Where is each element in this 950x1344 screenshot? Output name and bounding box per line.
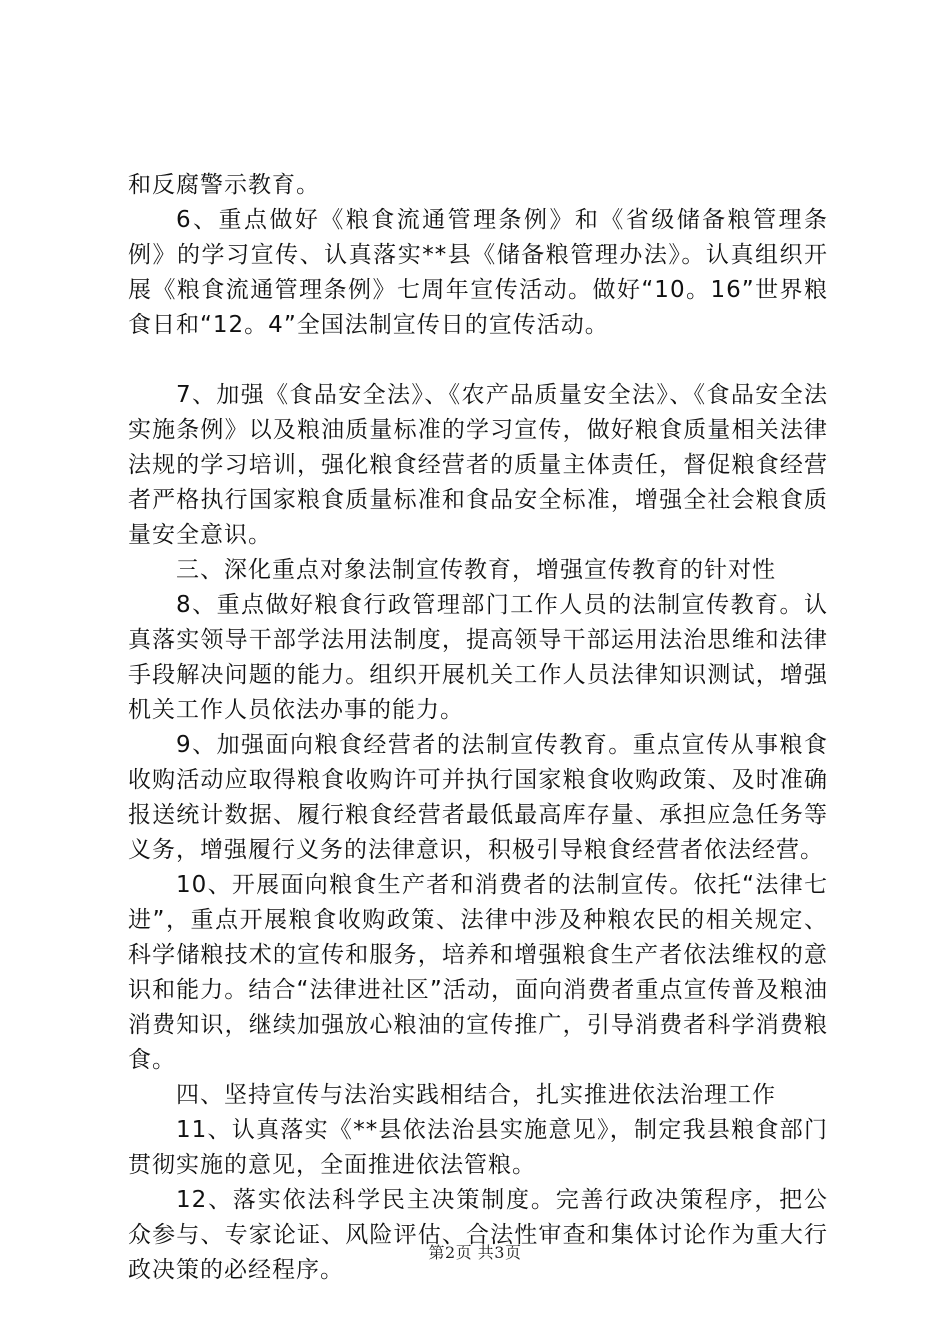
section-heading-4: 四、坚持宣传与法治实践相结合，扎实推进依法治理工作: [176, 1082, 776, 1108]
paragraph-item-10: 10、开展面向粮食生产者和消费者的法制宣传。依托“法律七进”，重点开展粮食收购政策、法律中涉及种粮农民的相关规定、科学储粮技术的宣传和服务，培养和增强粮食生产者依法维权的意识和能力。结合“法律进社区”活动，面向消费者重点宣传普及粮油消费知识，继续加强放心粮油的宣传推广，引导消费者科学消费粮食。: [128, 872, 828, 1073]
section-heading-3: 三、深化重点对象法制宣传教育，增强宣传教育的针对性: [176, 557, 776, 583]
paragraph-item-6: 6、重点做好《粮食流通管理条例》和《省级储备粮管理条例》的学习宣传、认真落实**县《储备粮管理办法》。认真组织开展《粮食流通管理条例》七周年宣传活动。做好“10。16”世界粮食日和“12。4”全国法制宣传日的宣传活动。: [128, 207, 828, 338]
page-footer: 第2页 共3页: [428, 1243, 522, 1262]
document-body: [128, 168, 828, 1288]
paragraph-item-8: 8、重点做好粮食行政管理部门工作人员的法制宣传教育。认真落实领导干部学法用法制度，提高领导干部运用法治思维和法律手段解决问题的能力。组织开展机关工作人员法律知识测试，增强机关工作人员依法办事的能力。: [128, 592, 828, 723]
paragraph-continuation: 和反腐警示教育。: [128, 172, 320, 198]
paragraph-item-7: 7、加强《食品安全法》、《农产品质量安全法》、《食品安全法实施条例》以及粮油质量标准的学习宣传，做好粮食质量相关法律法规的学习培训，强化粮食经营者的质量主体责任，督促粮食经营者严格执行国家粮食质量标准和食品安全标准，增强全社会粮食质量安全意识。: [128, 382, 828, 548]
paragraph-item-11: 11、认真落实《**县依法治县实施意见》，制定我县粮食部门贯彻实施的意见，全面推进依法管粮。: [128, 1117, 828, 1178]
paragraph-item-9: 9、加强面向粮食经营者的法制宣传教育。重点宣传从事粮食收购活动应取得粮食收购许可并执行国家粮食收购政策、及时准确报送统计数据、履行粮食经营者最低最高库存量、承担应急任务等义务，增强履行义务的法律意识，积极引导粮食经营者依法经营。: [128, 732, 828, 863]
paragraph-item-12: 12、落实依法科学民主决策制度。完善行政决策程序，把公众参与、专家论证、风险评估、合法性审查和集体讨论作为重大行政决策的必经程序。: [128, 1187, 828, 1283]
